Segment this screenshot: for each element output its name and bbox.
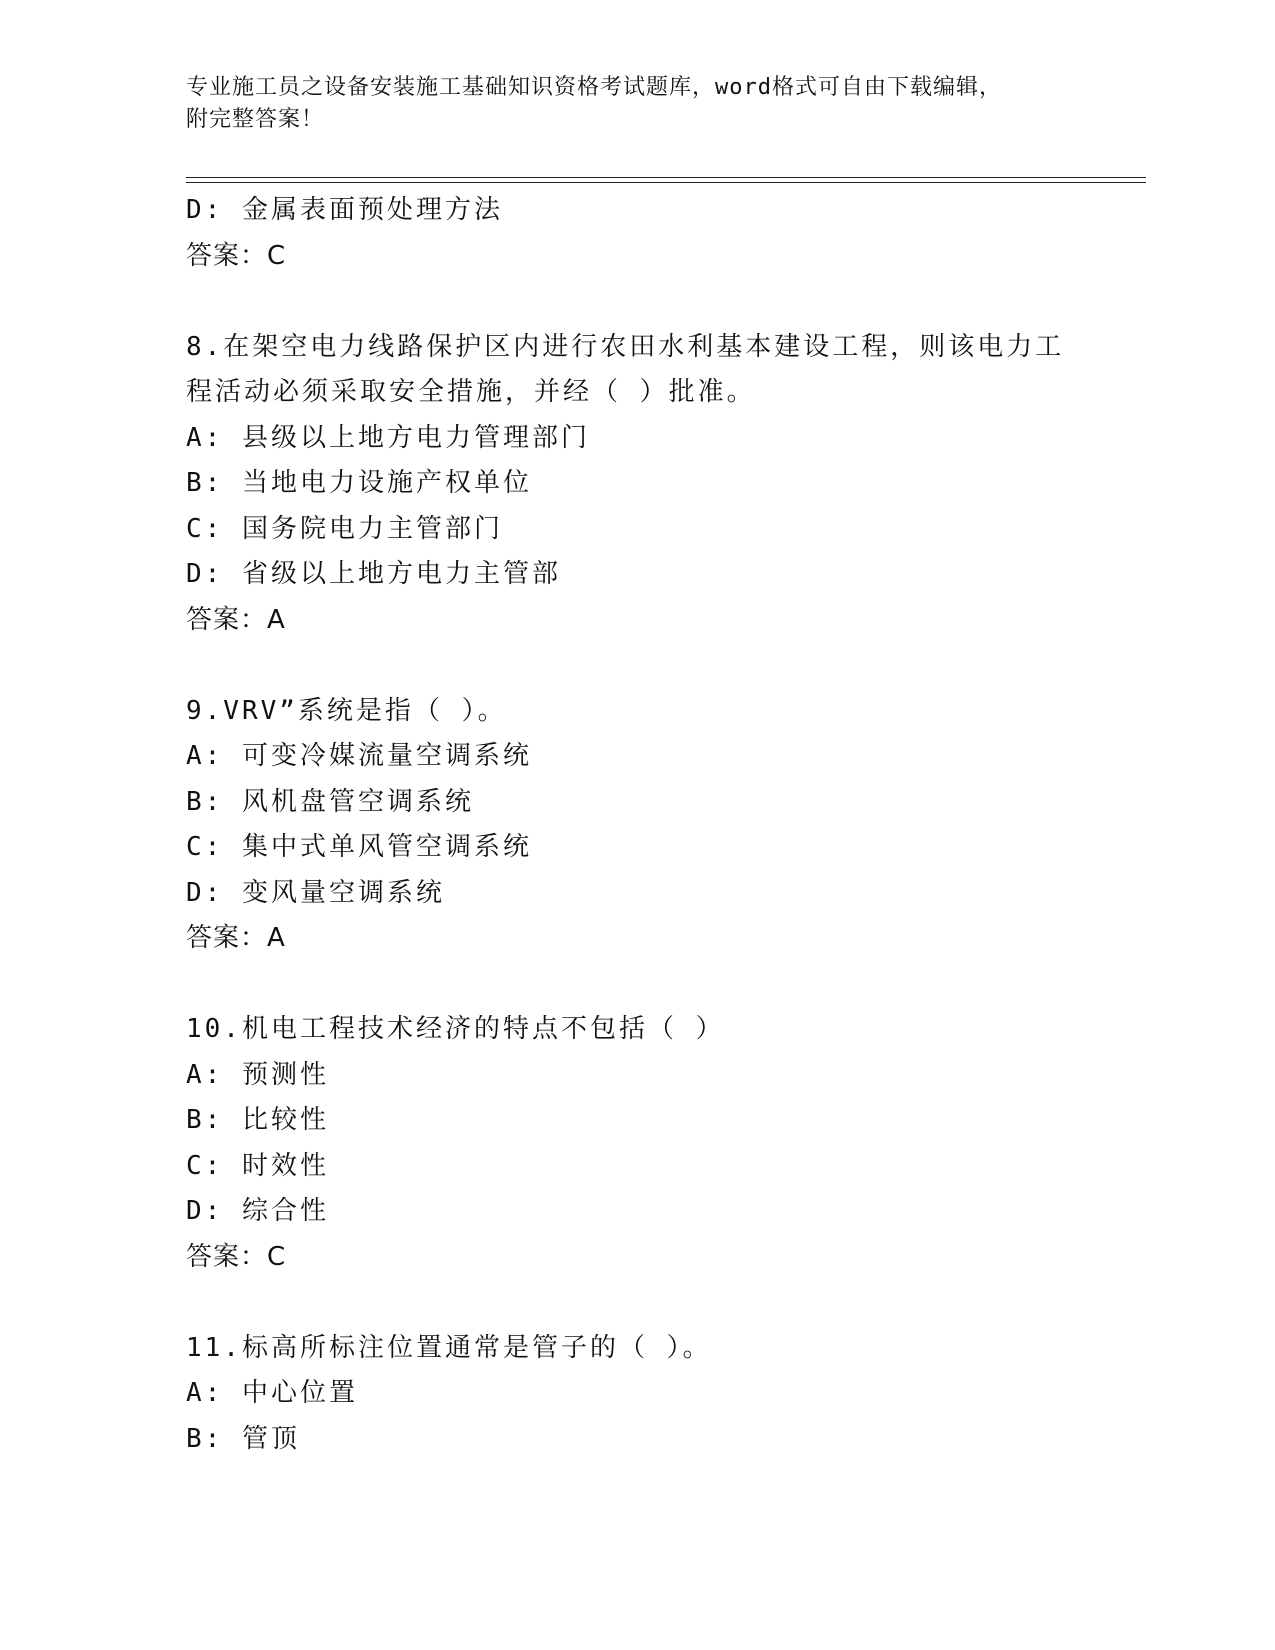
document-header: [186, 72, 1086, 136]
option-d: D: 省级以上地方电力主管部: [186, 559, 561, 589]
option-a: A: 预测性: [186, 1059, 329, 1090]
option-b: B: 风机盘管空调系统: [186, 786, 474, 817]
option-c: C: 集中式单风管空调系统: [186, 832, 532, 862]
question-stem: 9.VRV”系统是指（ ）。: [186, 695, 507, 726]
option-a: A: 县级以上地方电力管理部门: [186, 422, 590, 453]
spacer: [186, 1280, 1146, 1326]
option-c: C: 时效性: [186, 1150, 329, 1181]
option-a: A: 可变冷媒流量空调系统: [186, 741, 532, 771]
question-list: [186, 188, 1146, 1462]
option-b: B: 比较性: [186, 1105, 329, 1135]
spacer: [186, 279, 1146, 325]
option-b: B: 管顶: [186, 1423, 300, 1454]
spacer: [186, 643, 1146, 689]
option-c: C: 国务院电力主管部门: [186, 513, 503, 544]
option-d: D: 综合性: [186, 1196, 329, 1226]
question-stem: 8.在架空电力线路保护区内进行农田水利基本建设工程，则该电力工: [186, 331, 1065, 362]
answer: 答案：C: [186, 240, 287, 271]
option-b: B: 当地电力设施产权单位: [186, 468, 532, 498]
answer: 答案：A: [186, 604, 286, 635]
question-stem: 10.机电工程技术经济的特点不包括（ ）: [186, 1014, 725, 1044]
question-11: [186, 1326, 1146, 1463]
question-8: [186, 325, 1146, 644]
answer: 答案：A: [186, 923, 286, 953]
question-10: [186, 1007, 1146, 1280]
option-a: A: 中心位置: [186, 1378, 358, 1408]
answer: 答案：C: [186, 1241, 287, 1272]
question-stem-continued: 程活动必须采取安全措施，并经（ ）批准。: [186, 377, 756, 407]
question-9: [186, 689, 1146, 962]
question-stem: 11.标高所标注位置通常是管子的（ ）。: [186, 1332, 712, 1363]
header-line-2: 附完整答案！: [186, 107, 325, 132]
header-divider-top: [186, 177, 1146, 178]
option-d: D: 变风量空调系统: [186, 877, 445, 908]
option-d: D: 金属表面预处理方法: [186, 195, 503, 225]
spacer: [186, 962, 1146, 1008]
header-line-1: 专业施工员之设备安装施工基础知识资格考试题库，word格式可自由下载编辑，: [186, 75, 1002, 100]
header-divider-bottom: [186, 182, 1146, 183]
